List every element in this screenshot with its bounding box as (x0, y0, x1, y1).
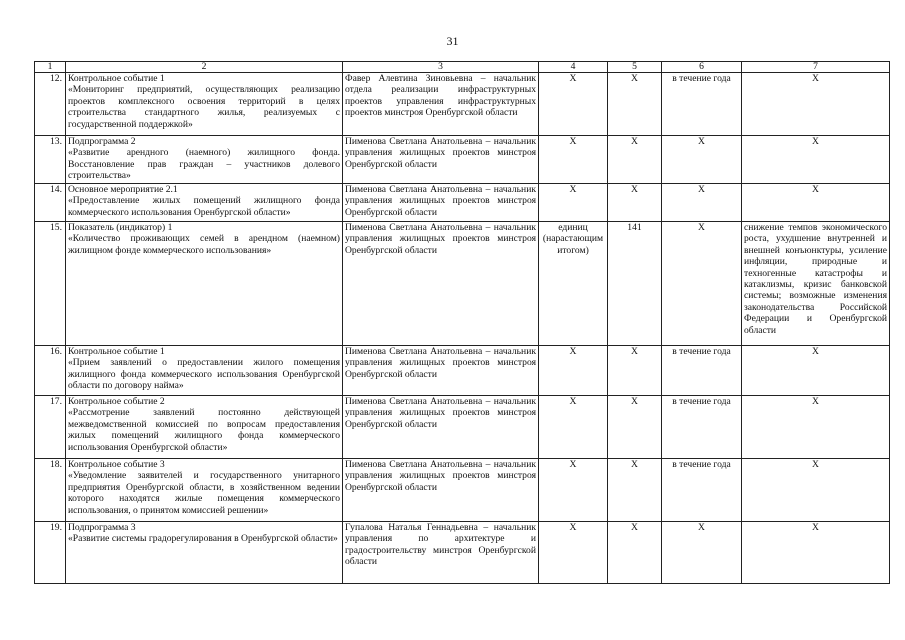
table-row (35, 459, 890, 522)
row-responsible: Пименова Светлана Анатольевна – начальник управления жилищных проектов минстроя Оренбургской области (343, 346, 539, 396)
row-description (66, 136, 343, 184)
row-risks: Х (742, 184, 890, 222)
row-period: в течение года (662, 396, 742, 459)
row-desc: «Рассмотрение заявлений постоянно действующей межведомственной комиссией по вопросам предоставления жилых помещений жилищного фонда коммерческого использования Оренбургской области» (68, 407, 340, 453)
row-title: Контрольное событие 2 (68, 396, 165, 407)
row-risks: Х (742, 346, 890, 396)
row-unit: Х (539, 459, 608, 522)
table-row (35, 73, 890, 136)
page-number: 31 (446, 34, 459, 48)
row-period: Х (662, 222, 742, 346)
row-risks: Х (742, 73, 890, 136)
row-number: 12. (35, 73, 66, 136)
table-row (35, 136, 890, 184)
row-description (66, 73, 343, 136)
row-title: Показатель (индикатор) 1 (68, 222, 173, 233)
row-number: 14. (35, 184, 66, 222)
row-responsible: Гупалова Наталья Геннадьевна – начальник управления по архитектуре и градостроительству минстроя Оренбургской области (343, 522, 539, 584)
row-value: Х (608, 73, 662, 136)
row-responsible: Пименова Светлана Анатольевна – начальник управления жилищных проектов минстроя Оренбургской области (343, 396, 539, 459)
table-row (35, 522, 890, 584)
row-unit: единиц (нарастающим итогом) (539, 222, 608, 346)
row-value: Х (608, 396, 662, 459)
row-desc: «Развитие арендного (наемного) жилищного фонда. Восстановление прав граждан – участников долевого строительства» (68, 147, 340, 182)
column-header-1: 1 (35, 62, 66, 73)
row-number: 17. (35, 396, 66, 459)
row-responsible: Пименова Светлана Анатольевна – начальник управления жилищных проектов минстроя Оренбургской области (343, 222, 539, 346)
row-responsible: Пименова Светлана Анатольевна – начальник управления жилищных проектов минстроя Оренбургской области (343, 459, 539, 522)
column-header-5: 5 (608, 62, 662, 73)
row-responsible: Пименова Светлана Анатольевна – начальник управления жилищных проектов минстроя Оренбургской области (343, 136, 539, 184)
row-desc: «Прием заявлений о предоставлении жилого помещения жилищного фонда коммерческого использования Оренбургской области по договору найма» (68, 357, 340, 392)
table-row (35, 346, 890, 396)
row-description (66, 396, 343, 459)
row-desc: «Мониторинг предприятий, осуществляющих реализацию проектов комплексного освоения территорий в целях строительства стандартного жилья, реализуемых с государственной поддержкой» (68, 84, 340, 130)
row-description (66, 222, 343, 346)
column-header-6: 6 (662, 62, 742, 73)
row-period: в течение года (662, 73, 742, 136)
row-period: Х (662, 522, 742, 584)
row-number: 16. (35, 346, 66, 396)
table-row (35, 222, 890, 346)
column-header-2: 2 (66, 62, 343, 73)
row-desc: «Уведомление заявителей и государственного унитарного предприятия Оренбургской области, в хозяйственном ведении которого находятся жилые помещения коммерческого использования, о принятом комиссией решении» (68, 470, 340, 516)
row-title: Основное мероприятие 2.1 (68, 184, 178, 195)
column-header-3: 3 (343, 62, 539, 73)
row-period: Х (662, 184, 742, 222)
row-description (66, 522, 343, 584)
column-header-7: 7 (742, 62, 890, 73)
row-title: Контрольное событие 3 (68, 459, 165, 470)
row-desc: «Предоставление жилых помещений жилищного фонда коммерческого использования Оренбургской области» (68, 195, 340, 218)
row-unit: Х (539, 522, 608, 584)
row-desc: «Количество проживающих семей в арендном (наемном) жилищном фонде коммерческого использования» (68, 233, 340, 256)
row-title: Контрольное событие 1 (68, 73, 165, 84)
row-unit: Х (539, 73, 608, 136)
row-unit: Х (539, 346, 608, 396)
row-value: Х (608, 459, 662, 522)
row-desc: «Развитие системы градорегулирования в Оренбургской области» (68, 533, 338, 545)
table-row (35, 184, 890, 222)
row-risks: Х (742, 459, 890, 522)
row-value: Х (608, 346, 662, 396)
row-responsible: Фавер Алевтина Зиновьевна – начальник отдела реализации инфраструктурных проектов управления инфраструктурных проектов минстроя Оренбургской области (343, 73, 539, 136)
row-title: Контрольное событие 1 (68, 346, 165, 357)
row-description (66, 459, 343, 522)
measures-table (34, 61, 890, 584)
row-description (66, 346, 343, 396)
row-value: Х (608, 184, 662, 222)
row-risks: Х (742, 136, 890, 184)
row-unit: Х (539, 396, 608, 459)
row-risks: Х (742, 396, 890, 459)
row-responsible: Пименова Светлана Анатольевна – начальник управления жилищных проектов минстроя Оренбургской области (343, 184, 539, 222)
row-number: 13. (35, 136, 66, 184)
row-value: Х (608, 522, 662, 584)
row-number: 18. (35, 459, 66, 522)
row-period: в течение года (662, 459, 742, 522)
row-period: в течение года (662, 346, 742, 396)
row-value: 141 (608, 222, 662, 346)
column-header-4: 4 (539, 62, 608, 73)
row-period: Х (662, 136, 742, 184)
row-risks: Х (742, 522, 890, 584)
row-value: Х (608, 136, 662, 184)
row-unit: Х (539, 184, 608, 222)
row-number: 19. (35, 522, 66, 584)
row-title: Подпрограмма 2 (68, 136, 136, 147)
table-row (35, 396, 890, 459)
row-title: Подпрограмма 3 (68, 522, 136, 533)
row-unit: Х (539, 136, 608, 184)
row-number: 15. (35, 222, 66, 346)
row-description (66, 184, 343, 222)
column-number-row (35, 62, 890, 73)
row-risks: снижение темпов экономического роста, ухудшение внутренней и внешней конъюнктуры, усиление инфляции, природные и техногенные катастрофы и катаклизмы, кризис банковской системы; возможные изменения законодательства Российской Федерации и Оренбургской области (742, 222, 890, 346)
